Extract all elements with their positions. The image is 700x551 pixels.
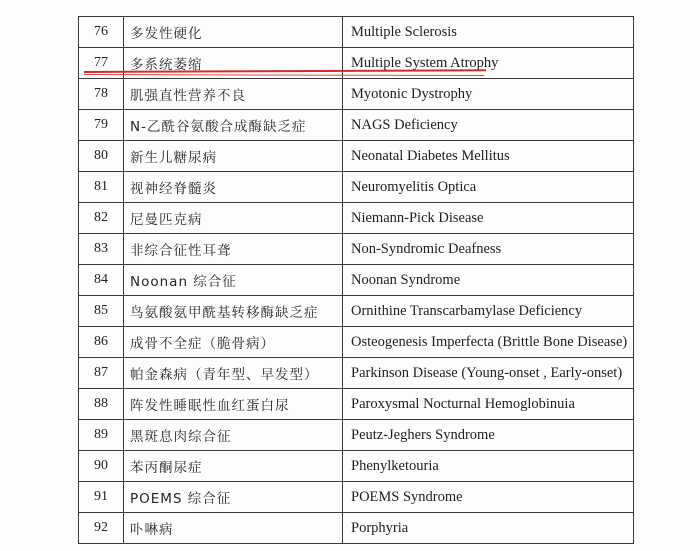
row-number: 77 [79,48,124,79]
row-number: 91 [79,482,124,513]
table-row [79,389,634,420]
row-number: 85 [79,296,124,327]
disease-name-chinese: 黑斑息肉综合征 [124,420,343,451]
row-number: 88 [79,389,124,420]
disease-name-chinese: 苯丙酮尿症 [124,451,343,482]
table-row [79,110,634,141]
disease-name-english: Parkinson Disease (Young-onset , Early-onset) [343,358,634,389]
disease-name-english: Paroxysmal Nocturnal Hemoglobinuia [343,389,634,420]
disease-name-chinese: 帕金森病（青年型、早发型） [124,358,343,389]
disease-name-english: Non-Syndromic Deafness [343,234,634,265]
disease-name-english: NAGS Deficiency [343,110,634,141]
row-number: 82 [79,203,124,234]
row-number: 84 [79,265,124,296]
disease-name-chinese: 非综合征性耳聋 [124,234,343,265]
disease-name-english: Neuromyelitis Optica [343,172,634,203]
row-number: 86 [79,327,124,358]
table-row [79,513,634,544]
row-number: 80 [79,141,124,172]
disease-name-english: Osteogenesis Imperfecta (Brittle Bone Disease) [343,327,634,358]
disease-name-english: Niemann-Pick Disease [343,203,634,234]
disease-name-english: Peutz-Jeghers Syndrome [343,420,634,451]
disease-name-chinese: 多系统萎缩 [124,48,343,79]
row-number: 90 [79,451,124,482]
table-body [79,17,634,544]
row-number: 78 [79,79,124,110]
disease-name-english: Myotonic Dystrophy [343,79,634,110]
table-row [79,141,634,172]
table-row [79,296,634,327]
rare-disease-table [78,16,634,544]
disease-name-chinese: N-乙酰谷氨酸合成酶缺乏症 [124,110,343,141]
disease-name-chinese: POEMS 综合征 [124,482,343,513]
disease-name-english: Porphyria [343,513,634,544]
disease-name-english: Ornithine Transcarbamylase Deficiency [343,296,634,327]
disease-name-english: Noonan Syndrome [343,265,634,296]
table-row [79,420,634,451]
table-row [79,234,634,265]
table-row [79,17,634,48]
disease-name-english: Multiple Sclerosis [343,17,634,48]
disease-name-chinese: 成骨不全症（脆骨病） [124,327,343,358]
row-number: 76 [79,17,124,48]
row-number: 92 [79,513,124,544]
row-number: 89 [79,420,124,451]
row-number: 81 [79,172,124,203]
table-row [79,327,634,358]
table-row [79,358,634,389]
table-row [79,172,634,203]
disease-name-chinese: 鸟氨酸氨甲酰基转移酶缺乏症 [124,296,343,327]
disease-name-english: Neonatal Diabetes Mellitus [343,141,634,172]
table-row [79,482,634,513]
disease-name-english: Multiple System Atrophy [343,48,634,79]
disease-name-chinese: 尼曼匹克病 [124,203,343,234]
disease-name-english: Phenylketouria [343,451,634,482]
disease-name-chinese: 阵发性睡眠性血红蛋白尿 [124,389,343,420]
disease-name-english: POEMS Syndrome [343,482,634,513]
table-row [79,265,634,296]
row-number: 87 [79,358,124,389]
disease-name-chinese: 肌强直性营养不良 [124,79,343,110]
table-row [79,79,634,110]
disease-name-chinese: 多发性硬化 [124,17,343,48]
row-number: 79 [79,110,124,141]
disease-name-chinese: Noonan 综合征 [124,265,343,296]
disease-name-chinese: 新生儿糖尿病 [124,141,343,172]
disease-name-chinese: 视神经脊髓炎 [124,172,343,203]
disease-name-chinese: 卟啉病 [124,513,343,544]
row-number: 83 [79,234,124,265]
table-row [79,451,634,482]
table-row [79,203,634,234]
